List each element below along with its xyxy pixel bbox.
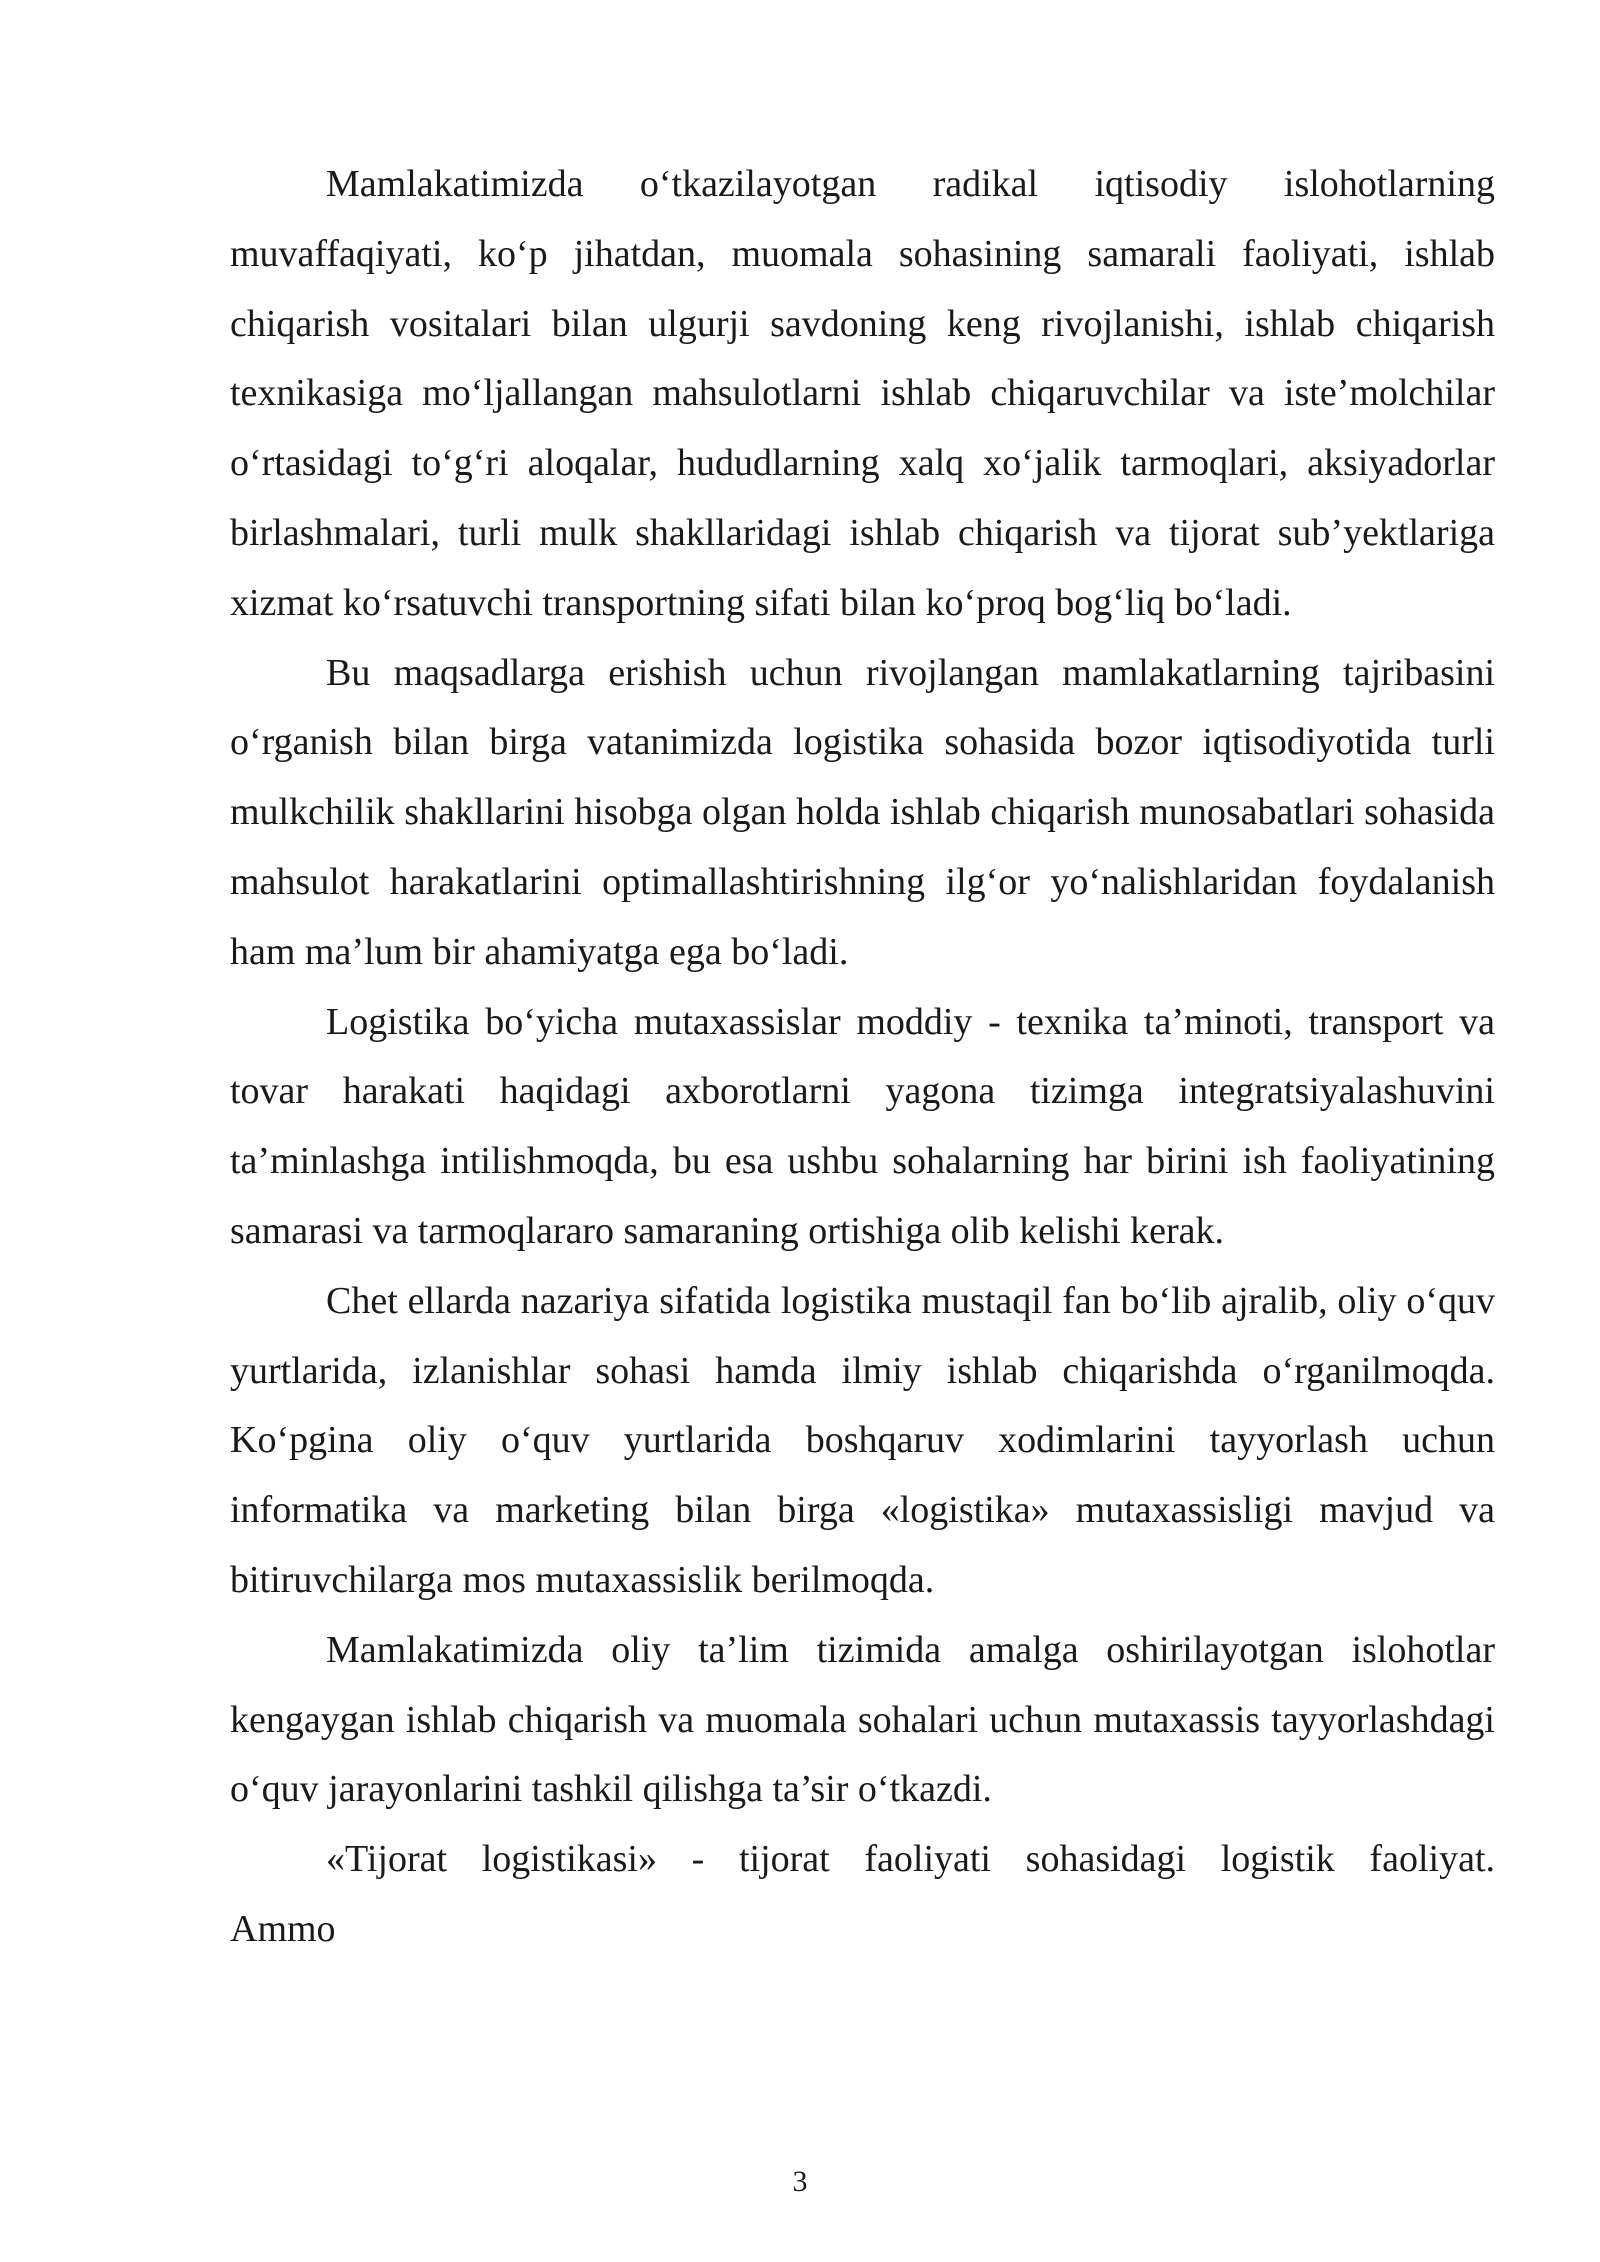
paragraph-5: Mamlakatimizda oliy ta’lim tizimida amalga oshirilayotgan islohotlar kengaygan ishlab chiqarish va muomala sohalari uchun mutaxassis tayyorlashdagi o‘quv jarayonlarini tashkil qilishga ta’sir o‘tkazdi. <box>230 1628 1495 1811</box>
paragraph-4: Chet ellarda nazariya sifatida logistika mustaqil fan bo‘lib ajralib, oliy o‘quv yurtlarida, izlanishlar sohasi hamda ilmiy ishlab chiqarishda o‘rganilmoqda. Ko‘pgina oliy o‘quv yurtlarida boshqaruv xodimlarini tayyorlash uchun informatika va marketing bilan birga «logistika» mutaxassisligi mavjud va bitiruvchilarga mos mutaxassislik berilmoqda. <box>230 1279 1495 1601</box>
paragraph-6: «Tijorat logistikasi» - tijorat faoliyati sohasidagi logistik faoliyat. <box>326 1838 1495 1881</box>
paragraph-1: Mamlakatimizda o‘tkazilayotgan radikal iqtisodiy islohotlarning muvaffaqiyati, ko‘p jihatdan, muomala sohasining samarali faoliyati, ishlab chiqarish vositalari bilan ulgurji savdoning keng rivojlanishi, ishlab chiqarish texnikasiga mo‘ljallangan mahsulotlarni ishlab chiqaruvchilar va iste’molchilar o‘rtasidagi to‘g‘ri aloqalar, hududlarning xalq xo‘jalik tarmoqlari, aksiyadorlar birlashmalari, turli mulk shakllaridagi ishlab chiqarish va tijorat sub’yektlariga xizmat ko‘rsatuvchi transportning sifati bilan ko‘proq bog‘liq bo‘ladi. <box>230 163 1495 624</box>
document-page <box>230 150 1495 1965</box>
page-number: 3 <box>792 2165 808 2198</box>
paragraph-3: Logistika bo‘yicha mutaxassislar moddiy - texnika ta’minoti, transport va tovar harakati haqidagi axborotlarni yagona tizimga integratsiyalashuvini ta’minlashga intilishmoqda, bu esa ushbu sohalarning har birini ish faoliyatining samarasi va tarmoqlararo samaraning ortishiga olib kelishi kerak. <box>230 1000 1495 1252</box>
paragraph-2: Bu maqsadlarga erishish uchun rivojlangan mamlakatlarning tajribasini o‘rganish bilan birga vatanimizda logistika sohasida bozor iqtisodiyotida turli mulkchilik shakllarini hisobga olgan holda ishlab chiqarish munosabatlari sohasida mahsulot harakatlarini optimallashtirishning ilg‘or yo‘nalishlaridan foydalanish ham ma’lum bir ahamiyatga ega bo‘ladi. <box>230 651 1495 973</box>
paragraph-7: Ammo <box>230 1907 336 1950</box>
